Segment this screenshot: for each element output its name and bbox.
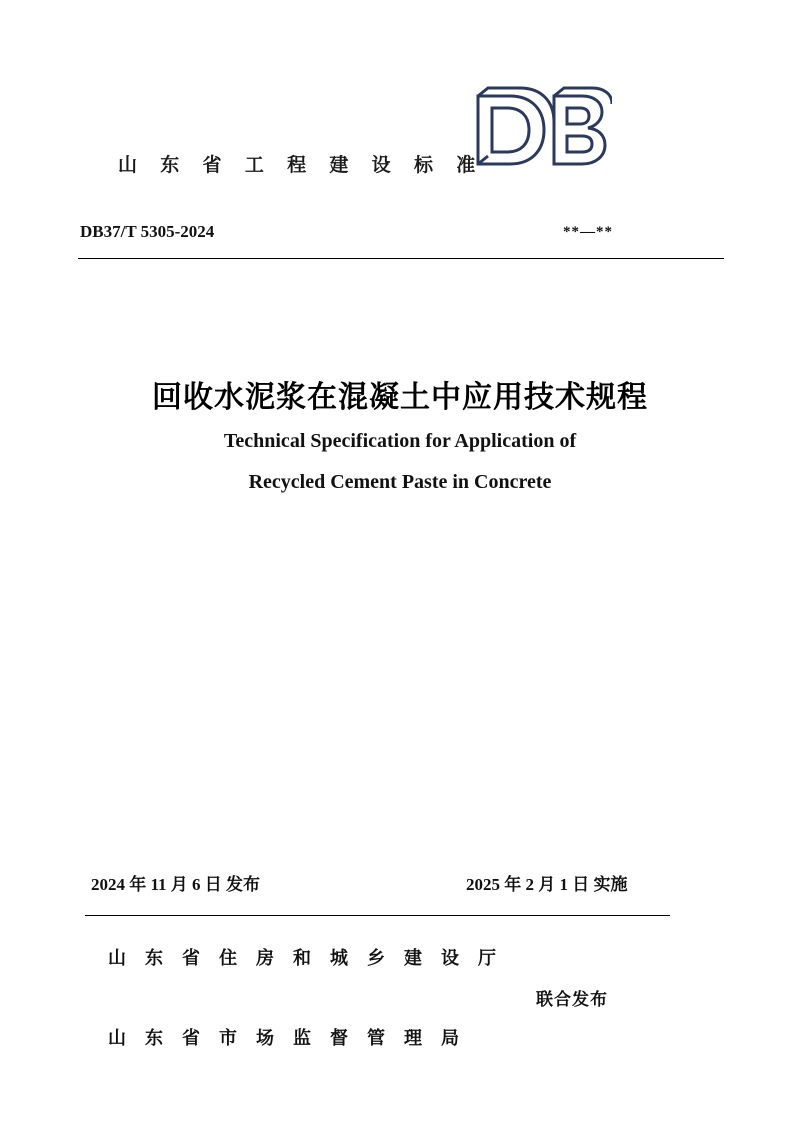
standard-series-label: 山 东 省 工 程 建 设 标 准: [118, 155, 485, 176]
footer-divider: [85, 915, 670, 916]
page-title-english-line2: Recycled Cement Paste in Concrete: [248, 471, 552, 493]
joint-publish-label: 联合发布: [536, 990, 608, 1009]
page-title-chinese: 回收水泥浆在混凝土中应用技术规程: [152, 381, 648, 414]
page-title-english-line1: Technical Specification for Application of: [223, 430, 577, 452]
code-row: [78, 222, 722, 248]
effective-date: 2025 年 2 月 1 日 实施: [466, 875, 628, 894]
date-row: [78, 870, 724, 898]
publisher-housing-department: 山 东 省 住 房 和 城 乡 建 设 厅: [108, 948, 504, 968]
standard-code-suffix: **—**: [563, 224, 613, 240]
publisher-market-regulation-bureau: 山 东 省 市 场 监 督 管 理 局: [108, 1028, 467, 1048]
db-logo-icon: [462, 82, 612, 177]
header-row: [78, 120, 722, 210]
issue-date: 2024 年 11 月 6 日 发布: [91, 875, 261, 894]
header-divider: [78, 258, 724, 259]
standard-code: DB37/T 5305-2024: [80, 222, 215, 241]
